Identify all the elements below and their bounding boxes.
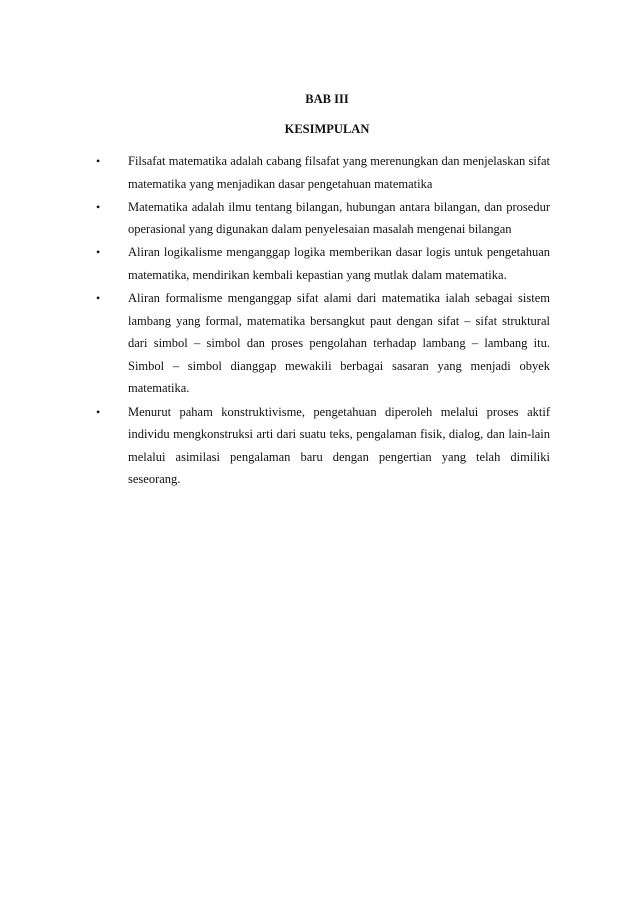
bullet-icon: • <box>96 245 101 260</box>
list-item-text: Matematika adalah ilmu tentang bilangan, hubungan antara bilangan, dan prosedur operasional yang digunakan dalam penyelesaian masalah mengenai bilangan <box>128 199 550 237</box>
bullet-icon: • <box>96 154 101 168</box>
chapter-heading: BAB III <box>305 92 349 106</box>
conclusion-list <box>96 150 550 491</box>
list-item-text: Menurut paham konstruktivisme, pengetahuan diperoleh melalui proses aktif individu mengkonstruksi arti dari suatu teks, pengalaman fisik, dialog, dan lain-lain melalui asimilasi pengalaman baru dengan pengertian yang telah dimiliki seseorang. <box>128 404 550 487</box>
chapter-title: KESIMPULAN <box>284 122 370 136</box>
list-item-text: Aliran formalisme menganggap sifat alami dari matematika ialah sebagai sistem lambang yang formal, matematika bersangkut paut dengan sifat – sifat struktural dari simbol – simbol dan proses pengolahan terhadap lambang – lambang itu. Simbol – simbol dianggap mewakili berbagai sasaran yang menjadi obyek matematika. <box>128 291 550 396</box>
list-item <box>96 287 550 400</box>
list-item-text: Aliran logikalisme menganggap logika memberikan dasar logis untuk pengetahuan matematika, mendirikan kembali kepastian yang mutlak dalam matematika. <box>128 245 550 282</box>
list-item <box>96 401 550 491</box>
bullet-icon: • <box>96 404 101 419</box>
list-item <box>96 241 550 286</box>
bullet-icon: • <box>96 199 101 214</box>
list-item <box>96 196 550 241</box>
list-item <box>96 150 550 195</box>
list-item-text: Filsafat matematika adalah cabang filsafat yang merenungkan dan menjelaskan sifat matematika yang menjadikan dasar pengetahuan matematika <box>128 154 550 191</box>
bullet-icon: • <box>96 291 101 306</box>
